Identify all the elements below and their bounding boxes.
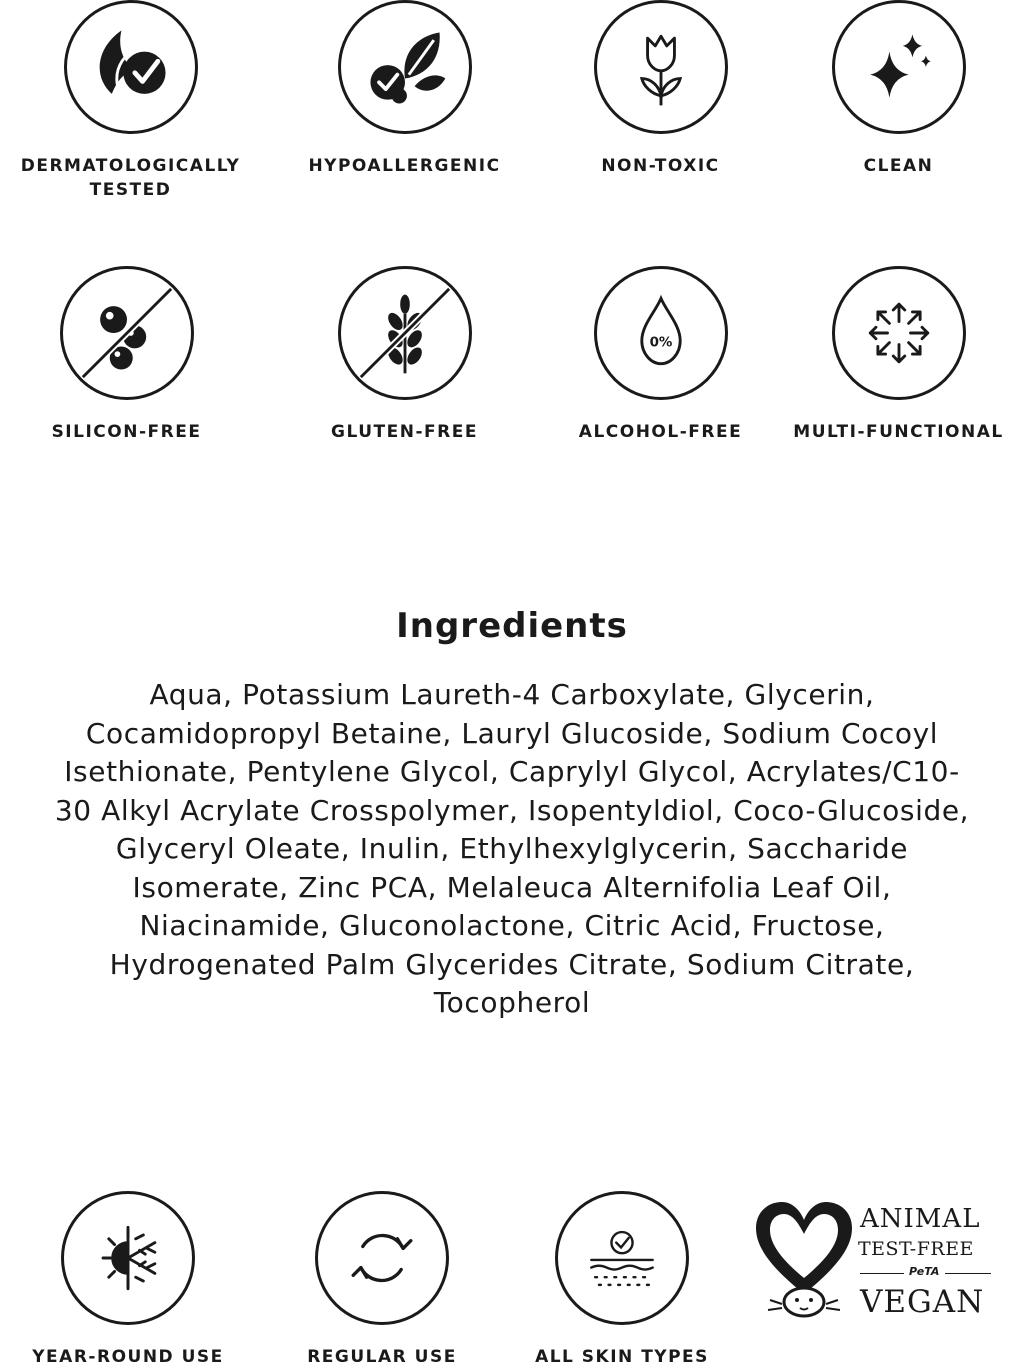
badge-label: GLUTEN-FREE (331, 422, 478, 442)
badge-regular-use (282, 1191, 482, 1369)
badge-label: YEAR-ROUND USE (32, 1347, 224, 1367)
badge-label: SILICON-FREE (51, 422, 202, 442)
badge-dermatologically-tested (20, 0, 241, 202)
sparkle-icon (832, 0, 966, 134)
skin-layers-check-icon (555, 1191, 689, 1325)
badge-label: DERMATOLOGICALLY TESTED (20, 156, 241, 200)
tulip-icon (594, 0, 728, 134)
drop-zero-percent-icon (594, 266, 728, 400)
peta-vegan-text: VEGAN (860, 1284, 985, 1320)
badge-all-skin-types (522, 1191, 722, 1369)
sun-snowflake-icon (61, 1191, 195, 1325)
badge-clean (816, 0, 981, 178)
badge-label: MULTI-FUNCTIONAL (793, 422, 1004, 442)
peta-test-free-text: TEST-FREE (858, 1238, 974, 1260)
badge-label: ALL SKIN TYPES (535, 1347, 709, 1367)
badge-hypoallergenic (308, 0, 501, 178)
zero-percent-text: 0% (649, 335, 672, 351)
ingredients-list: Aqua, Potassium Laureth-4 Carboxylate, Glycerin, Cocamidopropyl Betaine, Lauryl Glucoside, Sodium Cocoyl Isethionate, Pentylene Glycol, Caprylyl Glycol, Acrylates/C10-30 Alkyl Acrylate Crosspolymer, Isopentyldiol, Coco-Glucoside, Glyceryl Oleate, Inulin, Ethylhexylglycerin, Saccharide Isomerate, Zinc PCA, Melaleuca Alternifolia Leaf Oil, Niacinamide, Gluconolactone, Citric Acid, Fructose, Hydrogenated Palm Glycerides Citrate, Sodium Citrate, Tocopherol (54, 678, 970, 1019)
badge-label: ALCOHOL-FREE (578, 422, 743, 442)
badge-gluten-free (322, 266, 487, 444)
peta-vegan-logo (752, 1198, 1002, 1328)
badge-multi-functional (786, 266, 1011, 444)
arrows-outward-icon (832, 266, 966, 400)
bunny-heart-logo (752, 1198, 856, 1322)
ingredients-title: Ingredients (396, 606, 628, 646)
badge-label: CLEAN (863, 156, 934, 176)
badge-label: NON-TOXIC (601, 156, 720, 176)
peta-divider-left (860, 1273, 904, 1274)
badge-silicon-free (44, 266, 209, 444)
peta-mark-text: PeTA (909, 1265, 940, 1278)
leaf-check-icon (64, 0, 198, 134)
peta-divider-right (945, 1273, 991, 1274)
badge-non-toxic (578, 0, 743, 178)
leaf-berries-icon (338, 0, 472, 134)
badge-label: REGULAR USE (307, 1347, 457, 1367)
badge-alcohol-free (578, 266, 743, 444)
badge-label: HYPOALLERGENIC (308, 156, 501, 176)
silicon-free-icon (60, 266, 194, 400)
wheat-free-icon (338, 266, 472, 400)
peta-animal-text: ANIMAL (860, 1204, 981, 1234)
cycle-arrows-icon (315, 1191, 449, 1325)
badge-year-round-use (28, 1191, 228, 1369)
